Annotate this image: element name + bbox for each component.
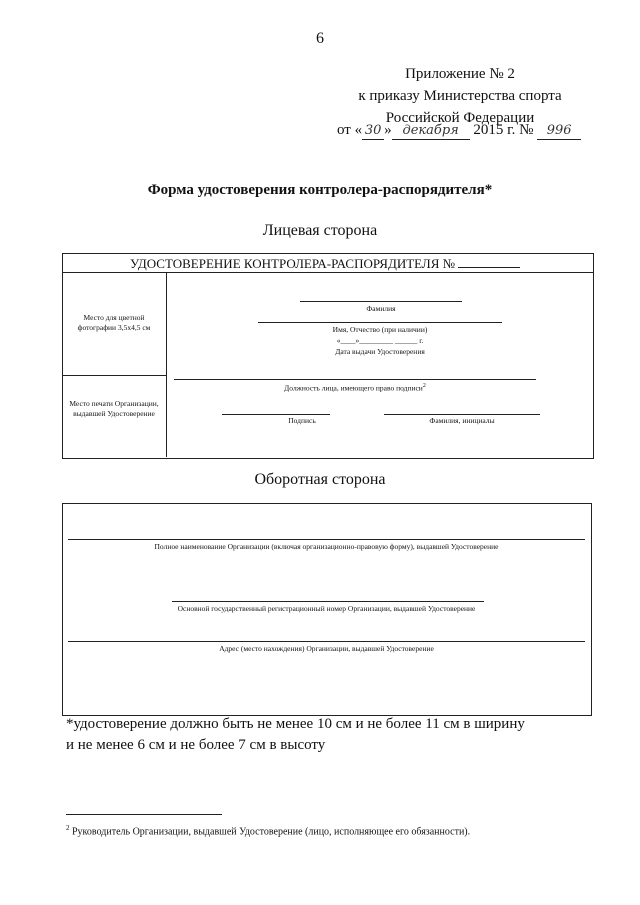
org-name-line [68, 539, 585, 540]
footnote-mark: 2 [66, 824, 70, 832]
appendix-date-line [337, 122, 581, 140]
appendix-line-2: к приказу Министерства спорта [358, 88, 562, 104]
position-label [174, 381, 536, 394]
photo-placeholder-label: Место для цветной фотографии 3,5х4,5 см [77, 313, 151, 332]
position-line [174, 379, 536, 380]
date-day: 30 [362, 123, 384, 140]
surname-label: Фамилия [366, 304, 396, 313]
footnote [66, 824, 470, 837]
signature-label: Подпись [288, 416, 316, 425]
back-heading: Оборотная сторона [254, 471, 386, 488]
footnote-separator [66, 814, 222, 815]
issue-date-label: Дата выдачи Удостоверения [335, 347, 425, 356]
card-number-line [458, 255, 520, 268]
position-label-text: Должность лица, имеющего право подписи [284, 383, 423, 393]
ogrn-line [172, 601, 484, 602]
form-title: Форма удостоверения контролера-распорядителя* [147, 182, 493, 198]
front-card-title-divider [62, 272, 594, 273]
appendix-line-1: Приложение № 2 [405, 66, 515, 82]
appendix-line-3: Российской Федерации [385, 110, 535, 126]
card-title-text: УДОСТОВЕРЕНИЕ КОНТРОЛЕРА-РАСПОРЯДИТЕЛЯ № [130, 256, 456, 271]
front-column-divider [166, 272, 167, 457]
footnote-text: Руководитель Организации, выдавшей Удостоверение (лицо, исполняющее его обязанности). [72, 826, 471, 838]
date-month: декабря [392, 123, 470, 140]
name-line [258, 322, 502, 323]
size-note-line-2: и не менее 6 см и не более 7 см в высоту [66, 737, 326, 753]
order-number: 996 [537, 123, 581, 140]
front-heading: Лицевая сторона [262, 222, 378, 239]
issue-date-blanks: «____»_________ ______ г. [336, 336, 424, 345]
position-footnote-mark: 2 [422, 383, 426, 389]
signature-line [222, 414, 330, 415]
initials-line [384, 414, 540, 415]
stamp-placeholder-label: Место печати Организации, выдавшей Удостоверение [69, 399, 159, 418]
ogrn-label: Основной государственный регистрационный номер Организации, выдавшей Удостоверение [177, 604, 476, 613]
date-year: 2015 г. № [473, 122, 534, 138]
address-line [68, 641, 585, 642]
surname-line [300, 301, 462, 302]
size-note-line-1: *удостоверение должно быть не менее 10 см и не более 11 см в ширину [66, 716, 525, 732]
page-number: 6 [316, 30, 324, 47]
address-label: Адрес (место нахождения) Организации, выдавшей Удостоверение [219, 644, 434, 653]
card-title [130, 255, 520, 272]
date-mid: » [384, 122, 392, 138]
org-name-label: Полное наименование Организации (включая организационно-правовую форму), выдавшей Удостоверение [154, 542, 499, 551]
photo-stamp-divider [62, 375, 166, 376]
initials-label: Фамилия, инициалы [429, 416, 495, 425]
name-label: Имя, Отчество (при наличии) [332, 325, 428, 334]
date-prefix: от « [337, 122, 363, 138]
